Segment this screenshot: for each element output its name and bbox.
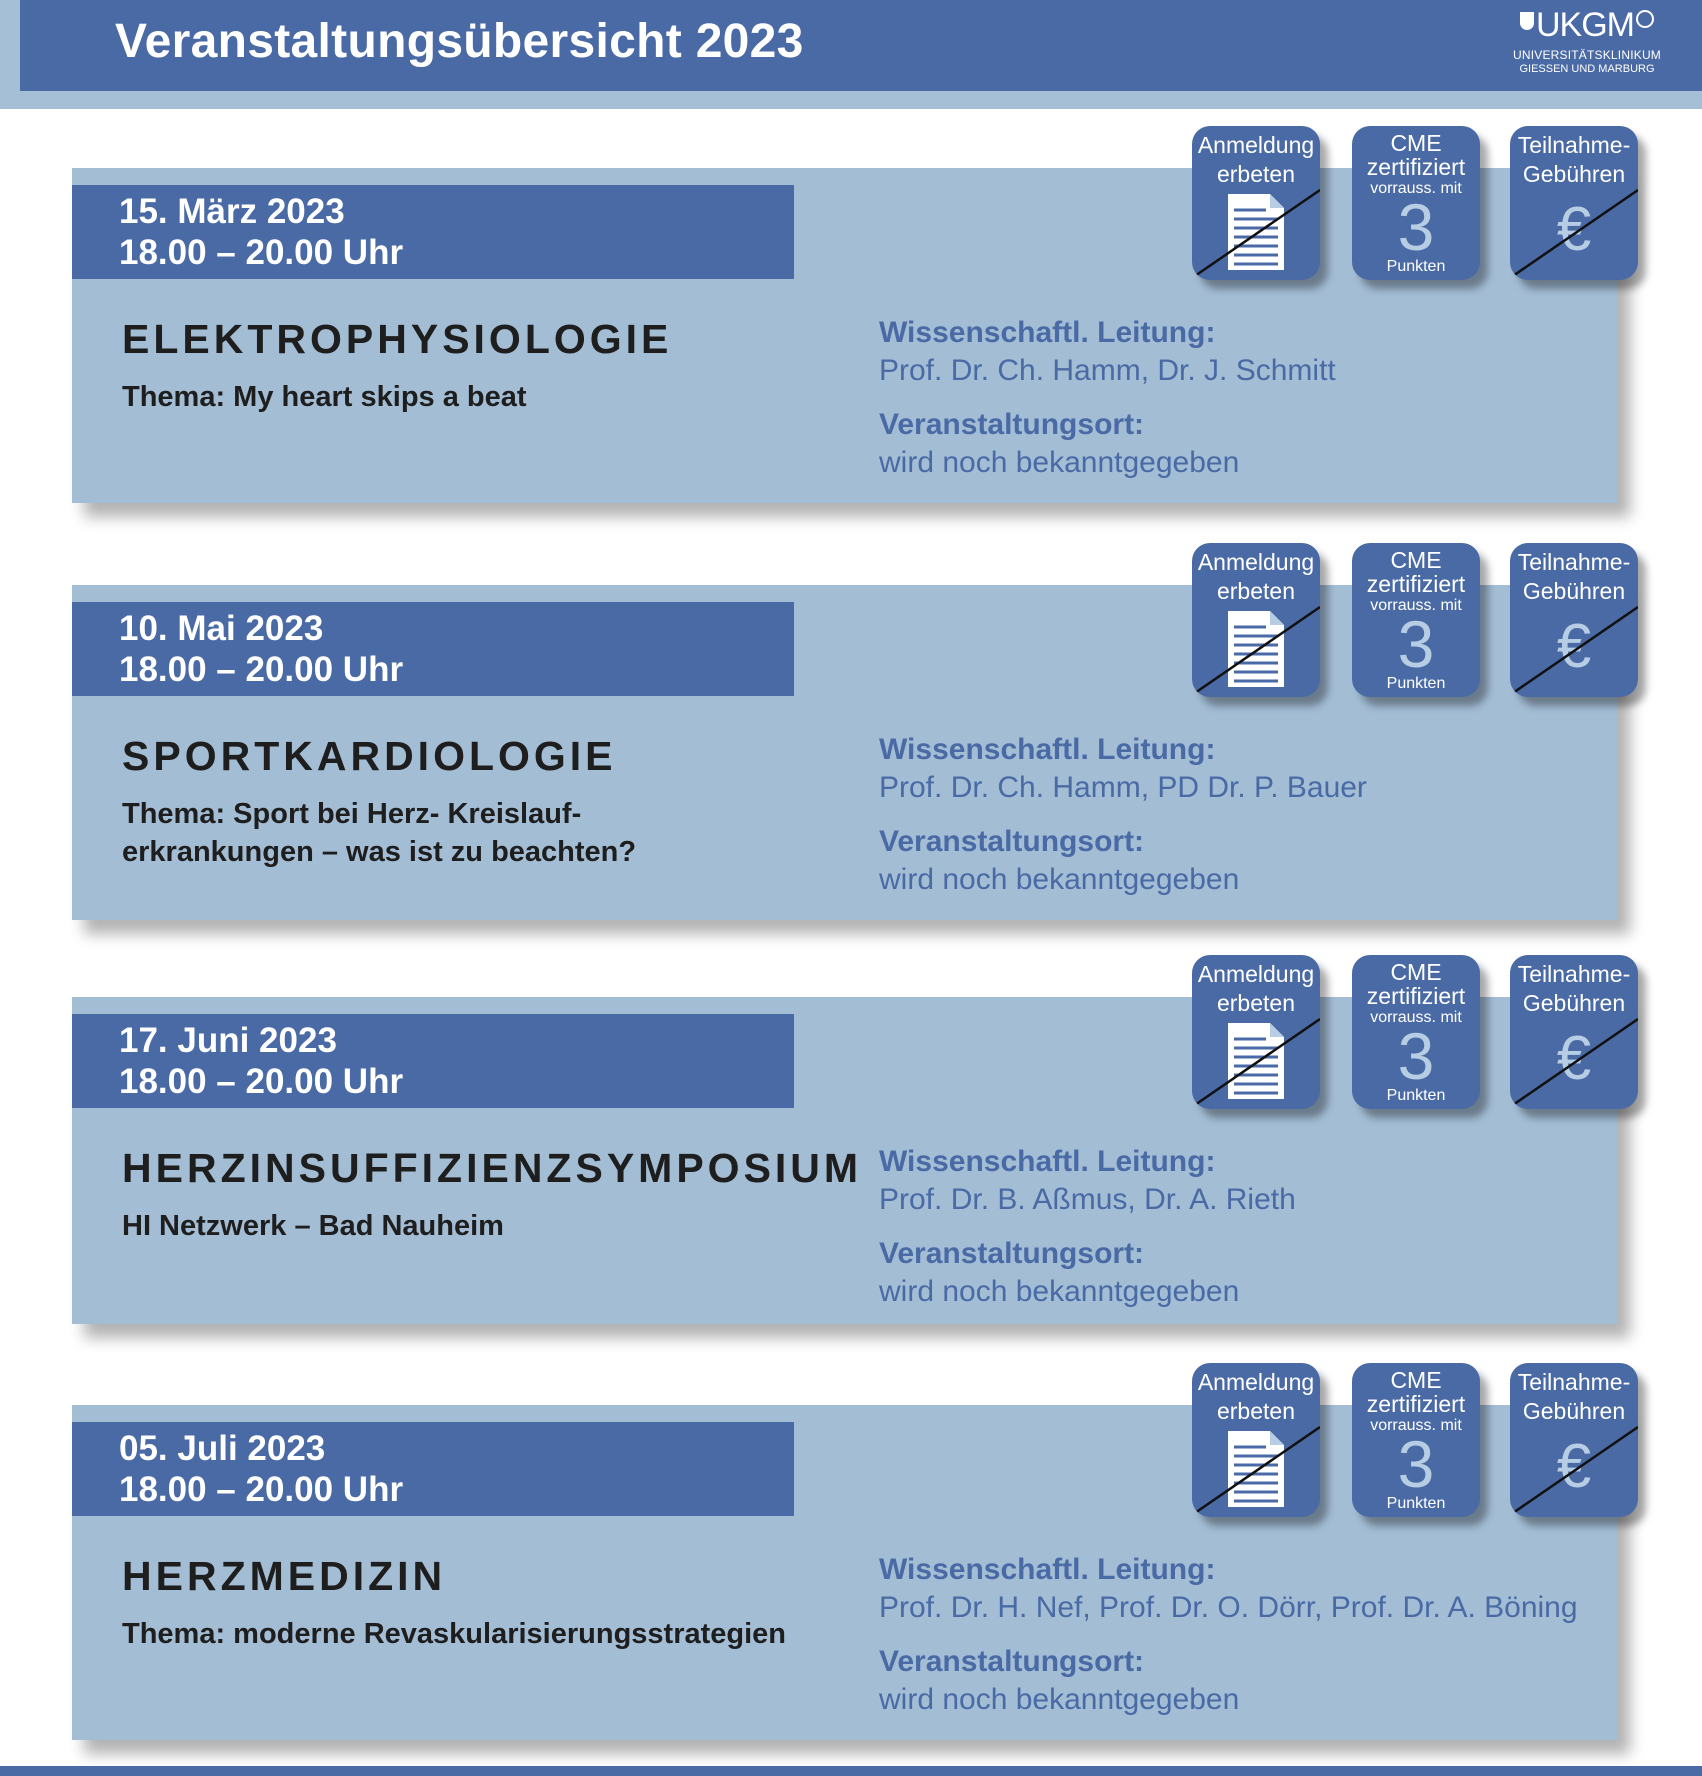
strike-line	[1510, 543, 1638, 697]
cme-badge: CME zertifiziert vorrauss. mit 3 Punkten	[1352, 955, 1480, 1109]
event-date: 15. März 2023	[119, 192, 345, 231]
event-subtitle-line: Thema: My heart skips a beat	[122, 381, 527, 413]
logo-line-1: UNIVERSITÄTSKLINIKUM	[1512, 48, 1662, 62]
document-icon	[1192, 126, 1320, 280]
event-subtitle-line: Thema: Sport bei Herz- Kreislauf-	[122, 798, 582, 830]
page-title: Veranstaltungsübersicht 2023	[115, 15, 804, 68]
event-subtitle-line: erkrankungen – was ist zu beachten?	[122, 836, 637, 868]
date-box	[72, 1422, 794, 1516]
euro-icon: €	[1556, 1024, 1592, 1093]
event-date: 17. Juni 2023	[119, 1021, 337, 1060]
date-box	[72, 602, 794, 696]
event-card	[72, 1367, 1631, 1740]
event-subtitle-line: HI Netzwerk – Bad Nauheim	[122, 1210, 504, 1242]
event-title: HERZINSUFFIZIENZSYMPOSIUM	[122, 1145, 863, 1191]
event-time: 18.00 – 20.00 Uhr	[119, 650, 404, 689]
event-card	[72, 547, 1631, 920]
document-icon	[1192, 955, 1320, 1109]
event-date: 05. Juli 2023	[119, 1429, 326, 1468]
venue-label: Veranstaltungsort:	[879, 408, 1145, 441]
fee-badge: Teilnahme- Gebühren €	[1510, 126, 1638, 280]
event-date: 10. Mai 2023	[119, 609, 324, 648]
registration-badge: Anmeldung erbeten	[1192, 955, 1320, 1109]
venue-label: Veranstaltungsort:	[879, 1645, 1145, 1678]
strike-line	[1510, 955, 1638, 1109]
lead-label: Wissenschaftl. Leitung:	[879, 316, 1216, 349]
lead-value: Prof. Dr. H. Nef, Prof. Dr. O. Dörr, Prof. Dr. A. Böning	[879, 1591, 1578, 1624]
event-info	[879, 1551, 1609, 1719]
event-title: ELEKTROPHYSIOLOGIE	[122, 316, 673, 362]
event-subtitle	[122, 1207, 852, 1245]
date-box	[72, 1014, 794, 1108]
fee-badge: Teilnahme- Gebühren €	[1510, 955, 1638, 1109]
fee-badge: Teilnahme- Gebühren €	[1510, 543, 1638, 697]
euro-icon: €	[1556, 612, 1592, 681]
cme-points: 3	[1397, 190, 1435, 264]
document-icon	[1192, 543, 1320, 697]
date-box	[72, 185, 794, 279]
euro-icon: €	[1556, 1432, 1592, 1501]
strike-line	[1510, 1363, 1638, 1517]
header-bar	[20, 0, 1702, 91]
event-subtitle	[122, 378, 852, 416]
event-card	[72, 959, 1631, 1324]
event-time: 18.00 – 20.00 Uhr	[119, 233, 404, 272]
venue-value: wird noch bekanntgegeben	[879, 1683, 1240, 1716]
event-info	[879, 314, 1609, 482]
footer-bar	[0, 1766, 1702, 1776]
cme-points: 3	[1397, 1019, 1435, 1093]
strike-line	[1510, 126, 1638, 280]
event-info	[879, 1143, 1609, 1311]
lead-value: Prof. Dr. Ch. Hamm, PD Dr. P. Bauer	[879, 771, 1367, 804]
event-subtitle	[122, 1615, 852, 1653]
event-time: 18.00 – 20.00 Uhr	[119, 1470, 404, 1509]
fee-badge: Teilnahme- Gebühren €	[1510, 1363, 1638, 1517]
ukgm-logo: UKGM UNIVERSITÄTSKLINIKUM GIESSEN UND MARBURG	[1512, 6, 1662, 75]
euro-icon: €	[1556, 195, 1592, 264]
cme-points: 3	[1397, 1427, 1435, 1501]
event-subtitle-line: Thema: moderne Revaskularisierungsstrategien	[122, 1618, 787, 1650]
registration-badge: Anmeldung erbeten	[1192, 543, 1320, 697]
cme-badge: CME zertifiziert vorrauss. mit 3 Punkten	[1352, 1363, 1480, 1517]
lead-value: Prof. Dr. B. Aßmus, Dr. A. Rieth	[879, 1183, 1296, 1216]
lead-label: Wissenschaftl. Leitung:	[879, 1145, 1216, 1178]
cme-points: 3	[1397, 607, 1435, 681]
lead-label: Wissenschaftl. Leitung:	[879, 1553, 1216, 1586]
venue-value: wird noch bekanntgegeben	[879, 863, 1240, 896]
event-title: SPORTKARDIOLOGIE	[122, 733, 617, 779]
event-info	[879, 731, 1609, 899]
venue-label: Veranstaltungsort:	[879, 825, 1145, 858]
lead-label: Wissenschaftl. Leitung:	[879, 733, 1216, 766]
event-card	[72, 130, 1631, 503]
registration-badge: Anmeldung erbeten	[1192, 1363, 1320, 1517]
lead-value: Prof. Dr. Ch. Hamm, Dr. J. Schmitt	[879, 354, 1336, 387]
logo-line-2: GIESSEN UND MARBURG	[1519, 63, 1655, 75]
seal-icon	[1636, 10, 1654, 28]
registration-badge: Anmeldung erbeten	[1192, 126, 1320, 280]
document-icon	[1192, 1363, 1320, 1517]
venue-label: Veranstaltungsort:	[879, 1237, 1145, 1270]
event-subtitle	[122, 795, 852, 871]
shield-icon	[1520, 12, 1534, 30]
event-time: 18.00 – 20.00 Uhr	[119, 1062, 404, 1101]
cme-badge: CME zertifiziert vorrauss. mit 3 Punkten	[1352, 126, 1480, 280]
venue-value: wird noch bekanntgegeben	[879, 446, 1240, 479]
venue-value: wird noch bekanntgegeben	[879, 1275, 1240, 1308]
cme-badge: CME zertifiziert vorrauss. mit 3 Punkten	[1352, 543, 1480, 697]
event-title: HERZMEDIZIN	[122, 1553, 447, 1599]
